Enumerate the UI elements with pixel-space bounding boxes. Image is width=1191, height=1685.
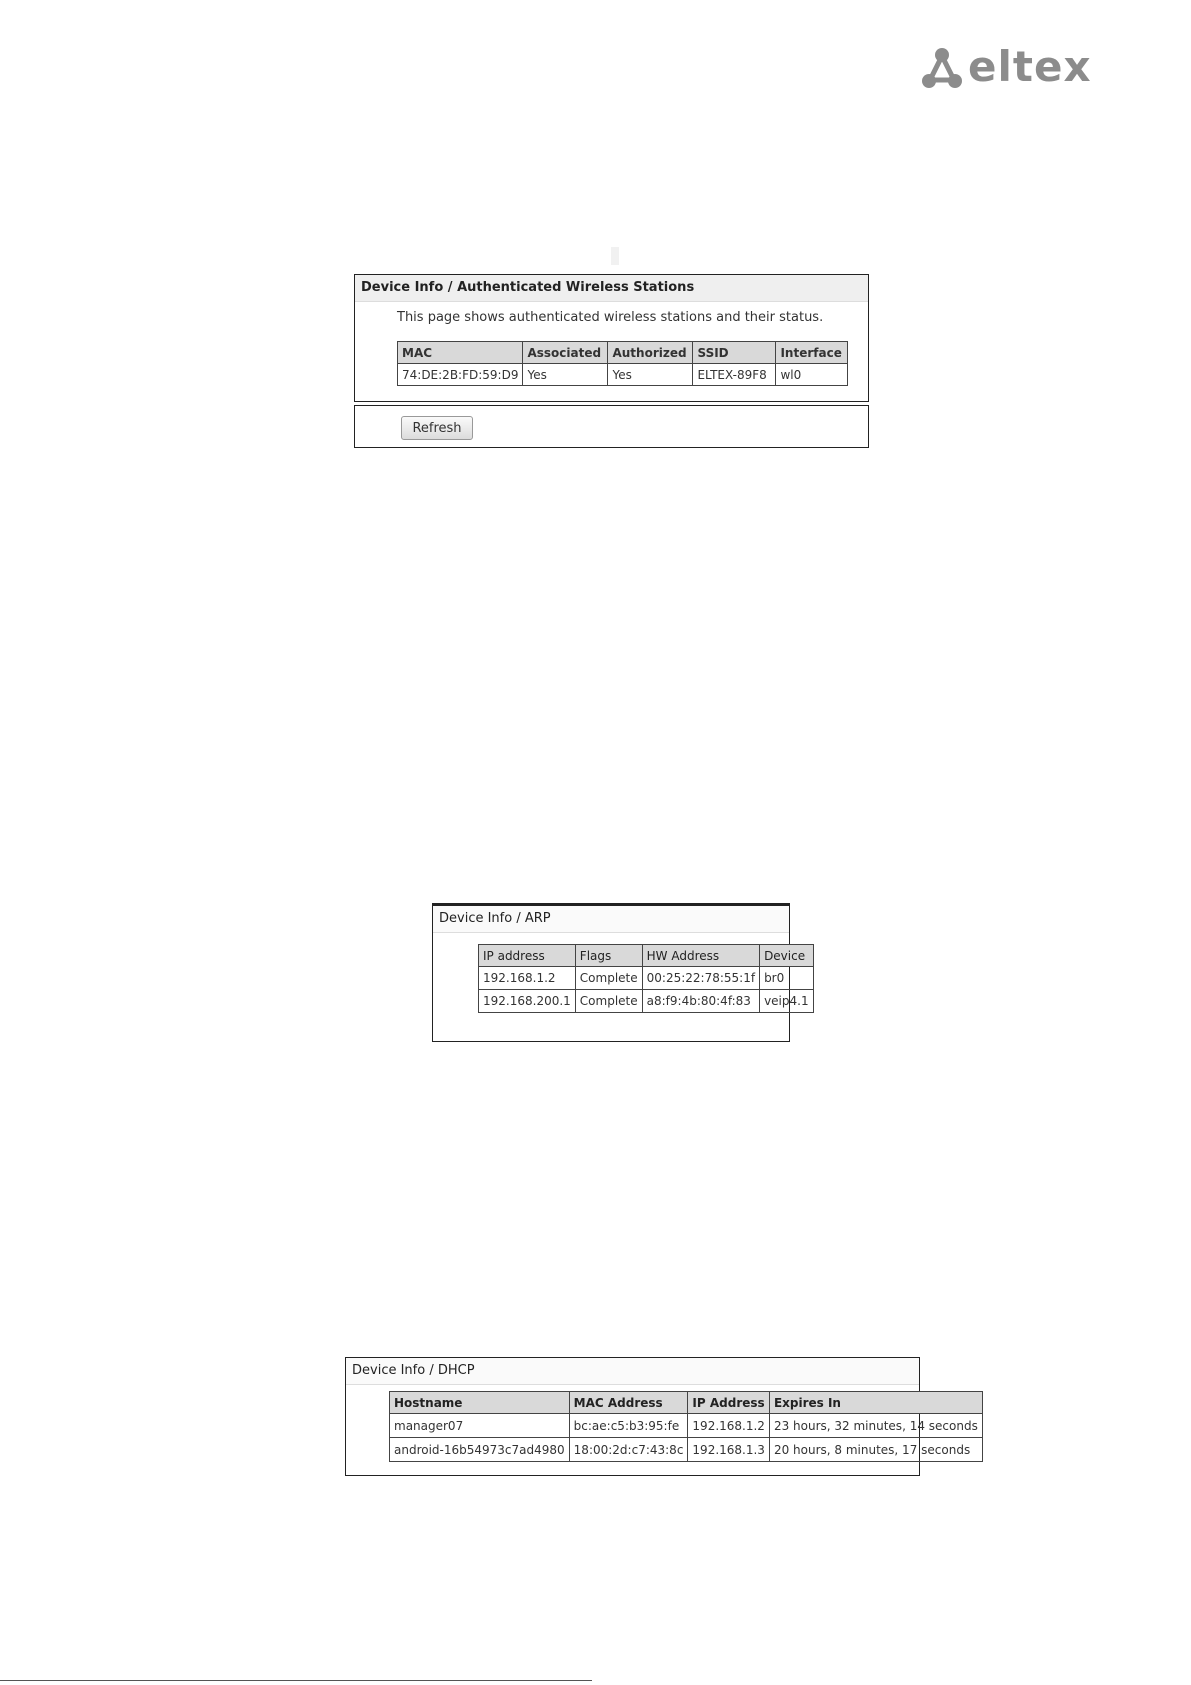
hostname-cell: android-16b54973c7ad4980 (390, 1438, 570, 1462)
panel-title: Device Info / ARP (433, 906, 789, 933)
column-header: Device (760, 945, 814, 967)
flags-cell: Complete (575, 990, 642, 1013)
hw-address-cell: a8:f9:4b:80:4f:83 (642, 990, 759, 1013)
table-row (390, 1414, 983, 1438)
logo-wordmark: eltex (968, 42, 1092, 91)
device-cell: br0 (760, 967, 814, 990)
interface-cell: wl0 (776, 364, 848, 386)
mac-address-cell: bc:ae:c5:b3:95:fe (569, 1414, 688, 1438)
column-header: Associated (523, 342, 608, 364)
table-row (390, 1438, 983, 1462)
expires-cell: 20 hours, 8 minutes, 17 seconds (769, 1438, 982, 1462)
panel-title: Device Info / DHCP (346, 1358, 919, 1385)
eltex-molecule-icon (920, 46, 966, 92)
hw-address-cell: 00:25:22:78:55:1f (642, 967, 759, 990)
table-header-row (390, 1392, 983, 1414)
mac-address-cell: 18:00:2d:c7:43:8c (569, 1438, 688, 1462)
ip-address-cell: 192.168.1.3 (688, 1438, 770, 1462)
refresh-panel (354, 405, 869, 448)
column-header: MAC Address (569, 1392, 688, 1414)
column-header: SSID (693, 342, 776, 364)
table-row (398, 364, 848, 386)
column-header: MAC (398, 342, 523, 364)
table-header-row (479, 945, 814, 967)
arp-panel (432, 903, 809, 1042)
authorized-cell: Yes (608, 364, 693, 386)
column-header: IP address (479, 945, 576, 967)
table-header-row (398, 342, 848, 364)
device-cell: veip4.1 (760, 990, 814, 1013)
dhcp-table (389, 1391, 983, 1462)
eltex-logo (920, 42, 1105, 92)
ip-cell: 192.168.1.2 (479, 967, 576, 990)
ip-cell: 192.168.200.1 (479, 990, 576, 1013)
refresh-button[interactable]: Refresh (401, 416, 473, 440)
mac-cell: 74:DE:2B:FD:59:D9 (398, 364, 523, 386)
associated-cell: Yes (523, 364, 608, 386)
flags-cell: Complete (575, 967, 642, 990)
panel-title: Device Info / Authenticated Wireless Stations (355, 275, 868, 302)
column-header: HW Address (642, 945, 759, 967)
dhcp-panel (345, 1357, 978, 1476)
ip-address-cell: 192.168.1.2 (688, 1414, 770, 1438)
footer-divider (0, 1680, 592, 1681)
wireless-stations-panel (354, 274, 869, 402)
column-header: Interface (776, 342, 848, 364)
scan-artifact (611, 247, 619, 265)
arp-table (478, 944, 814, 1013)
panel-description: This page shows authenticated wireless stations and their status. (397, 310, 824, 325)
column-header: IP Address (688, 1392, 770, 1414)
column-header: Authorized (608, 342, 693, 364)
table-row (479, 967, 814, 990)
table-row (479, 990, 814, 1013)
column-header: Hostname (390, 1392, 570, 1414)
expires-cell: 23 hours, 32 minutes, 14 seconds (769, 1414, 982, 1438)
ssid-cell: ELTEX-89F8 (693, 364, 776, 386)
column-header: Flags (575, 945, 642, 967)
hostname-cell: manager07 (390, 1414, 570, 1438)
column-header: Expires In (769, 1392, 982, 1414)
wireless-stations-table (397, 341, 848, 386)
